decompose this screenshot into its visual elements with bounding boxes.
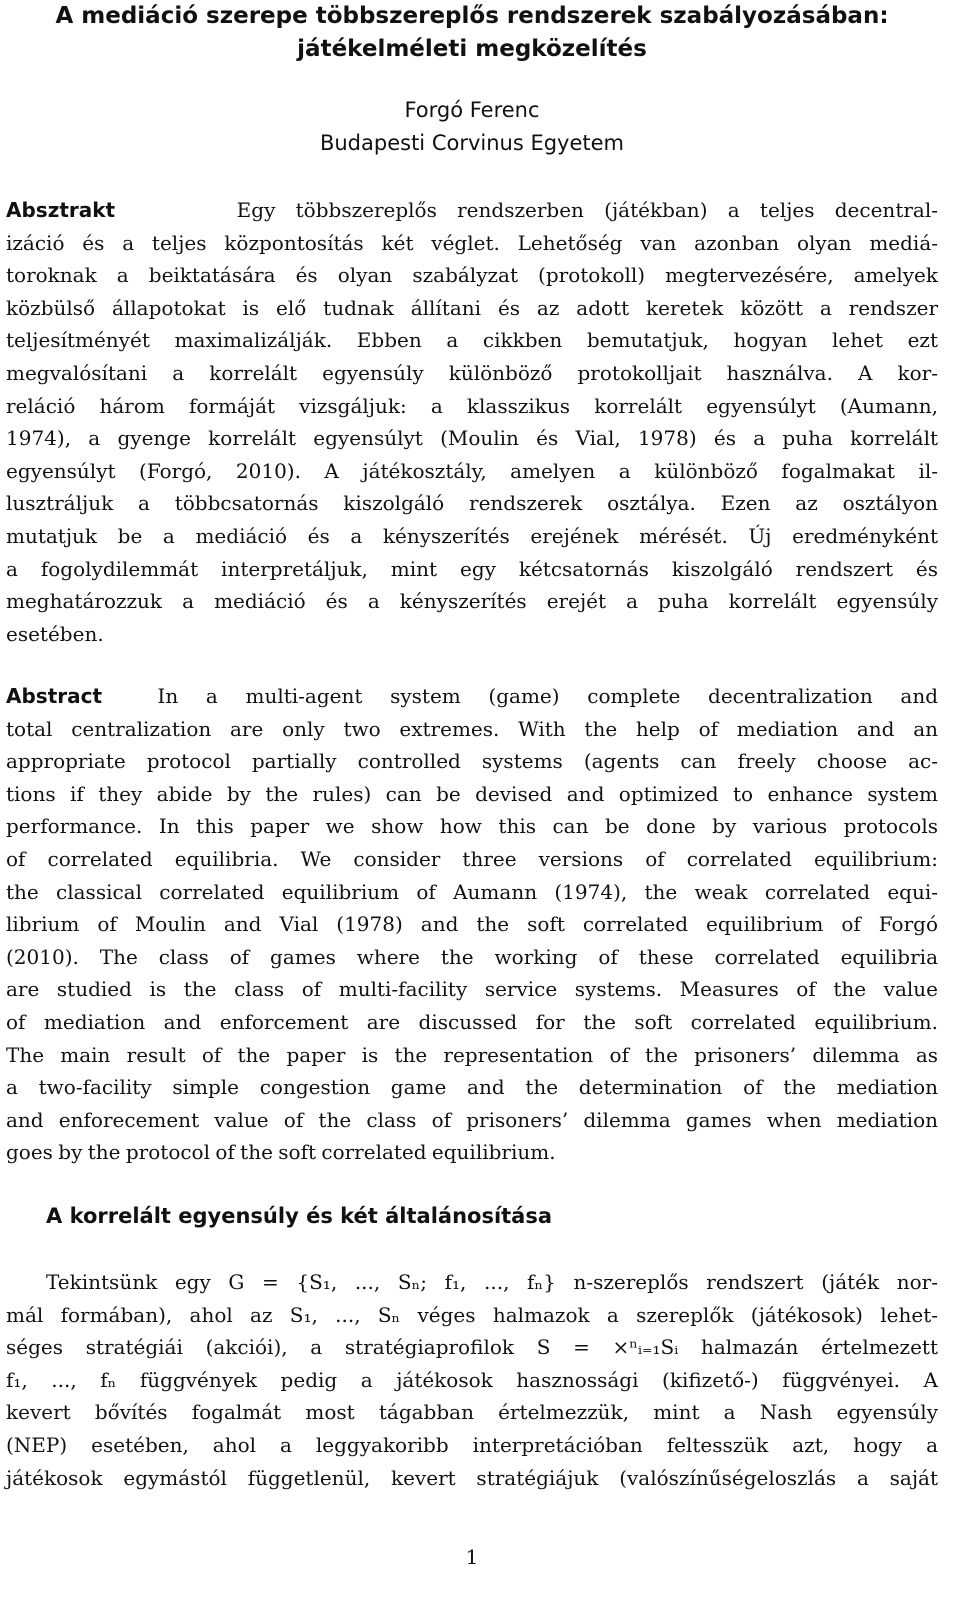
section-body-line: f₁, ..., fₙ függvények pedig a játékosok hasznossági (kifizető-) függvényei. A	[6, 1367, 938, 1392]
abstract-en-line: The main result of the paper is the representation of the prisoners’ dilemma as	[6, 1042, 938, 1067]
title-line-1: A mediáció szerepe többszereplős rendszerek szabályozásában:	[55, 3, 889, 29]
title-line-2: játékelméleti megközelítés	[297, 36, 647, 62]
abstract-en-line: of correlated equilibria. We consider three versions of correlated equilibrium:	[6, 846, 938, 871]
abstract-hu-line: lusztráljuk a többcsatornás kiszolgáló rendszerek osztálya. Ezen az osztályon	[6, 491, 938, 516]
abstract-en-line: librium of Moulin and Vial (1978) and the soft correlated equilibrium of Forgó	[6, 912, 938, 937]
section-body-line: séges stratégiái (akciói), a stratégiaprofilok S = ×ⁿᵢ₌₁Sᵢ halmazán értelmezett	[6, 1335, 938, 1360]
abstract-hu-line	[6, 194, 938, 227]
abstract-en-line: a two-facility simple congestion game and the determination of the mediation	[6, 1075, 938, 1100]
section-body-line: mál formában), ahol az S₁, ..., Sₙ véges halmazok a szereplők (játékosok) lehet-	[6, 1302, 938, 1327]
abstract-en-line: performance. In this paper we show how this can be done by various protocols	[6, 814, 938, 839]
abstract-en-text: In a multi-agent system (game) complete decentralization and	[157, 684, 939, 708]
section-body-line: kevert bővítés fogalmát most tágabban értelmezzük, mint a Nash egyensúly	[6, 1400, 938, 1425]
abstract-en-line: and enforecement value of the class of prisoners’ dilemma games when mediation	[6, 1107, 938, 1132]
abstract-en-line: the classical correlated equilibrium of Aumann (1974), the weak correlated equi-	[6, 879, 938, 904]
abstract-hu-line: teljesítményét maximalizálják. Ebben a cikkben bemutatjuk, hogyan lehet ezt	[6, 328, 938, 353]
abstract-hu-label: Absztrakt	[6, 198, 116, 222]
abstract-hu-line: a fogolydilemmát interpretáljuk, mint egy kétcsatornás kiszolgáló rendszert és	[6, 556, 938, 581]
abstract-hu-line: egyensúlyt (Forgó, 2010). A játékosztály, amelyen a különböző fogalmakat il-	[6, 458, 938, 483]
abstract-en-line: goes by the protocol of the soft correlated equilibrium.	[6, 1140, 556, 1165]
abstract-hu-line: toroknak a beiktatására és olyan szabályzat (protokoll) megtervezésére, amelyek	[6, 263, 938, 288]
abstract-en-line: (2010). The class of games where the working of these correlated equilibria	[6, 944, 938, 969]
abstract-en-line: total centralization are only two extremes. With the help of mediation and an	[6, 716, 938, 741]
page-number: 1	[465, 1545, 479, 1569]
abstract-hu-line: reláció három formáját vizsgáljuk: a klasszikus korrelált egyensúlyt (Aumann,	[6, 393, 938, 418]
abstract-en-line: of mediation and enforcement are discussed for the soft correlated equilibrium.	[6, 1009, 938, 1034]
abstract-en-line: tions if they abide by the rules) can be devised and optimized to enhance system	[6, 781, 938, 806]
abstract-hu-text: Egy többszereplős rendszerben (játékban) a teljes decentral-	[236, 198, 938, 222]
abstract-en-line: are studied is the class of multi-facility service systems. Measures of the value	[6, 977, 938, 1002]
abstract-en-line	[6, 680, 938, 713]
author-name: Forgó Ferenc	[404, 98, 540, 122]
abstract-hu-line: közbülső állapotokat is elő tudnak állítani és az adott keretek között a rendszer	[6, 295, 938, 320]
section-body	[6, 1266, 938, 1494]
abstract-hu-line: mutatjuk be a mediáció és a kényszerítés erejének mérését. Új eredményként	[6, 523, 938, 548]
section-body-line: Tekintsünk egy G = {S₁, ..., Sₙ; f₁, ..., fₙ} n-szereplős rendszert (játék nor-	[46, 1270, 938, 1294]
abstract-en-label: Abstract	[6, 684, 103, 708]
paper-page	[6, 0, 938, 1600]
author-affiliation: Budapesti Corvinus Egyetem	[319, 131, 625, 155]
paper-title	[6, 0, 938, 66]
abstract-english	[6, 680, 938, 1169]
abstract-hu-line: meghatározzuk a mediáció és a kényszerítés erejét a puha korrelált egyensúly	[6, 589, 938, 614]
abstract-hu-line: 1974), a gyenge korrelált egyensúlyt (Moulin és Vial, 1978) és a puha korrelált	[6, 426, 938, 451]
abstract-hu-line: megvalósítani a korrelált egyensúly különböző protokolljait használva. A kor-	[6, 360, 938, 385]
section-body-line: (NEP) esetében, ahol a leggyakoribb interpretációban feltesszük azt, hogy a	[6, 1432, 938, 1457]
abstract-hungarian	[6, 194, 938, 650]
abstract-en-line: appropriate protocol partially controlled systems (agents can freely choose ac-	[6, 749, 938, 774]
abstract-hu-line: esetében.	[6, 621, 104, 646]
abstract-hu-line: izáció és a teljes központosítás két véglet. Lehetőség van azonban olyan mediá-	[6, 230, 938, 255]
author-block	[6, 94, 938, 160]
section-body-line: játékosok egymástól függetlenül, kevert stratégiájuk (valószínűségeloszlás a saját	[6, 1465, 938, 1490]
section-heading: A korrelált egyensúly és két általánosítása	[46, 1204, 553, 1228]
